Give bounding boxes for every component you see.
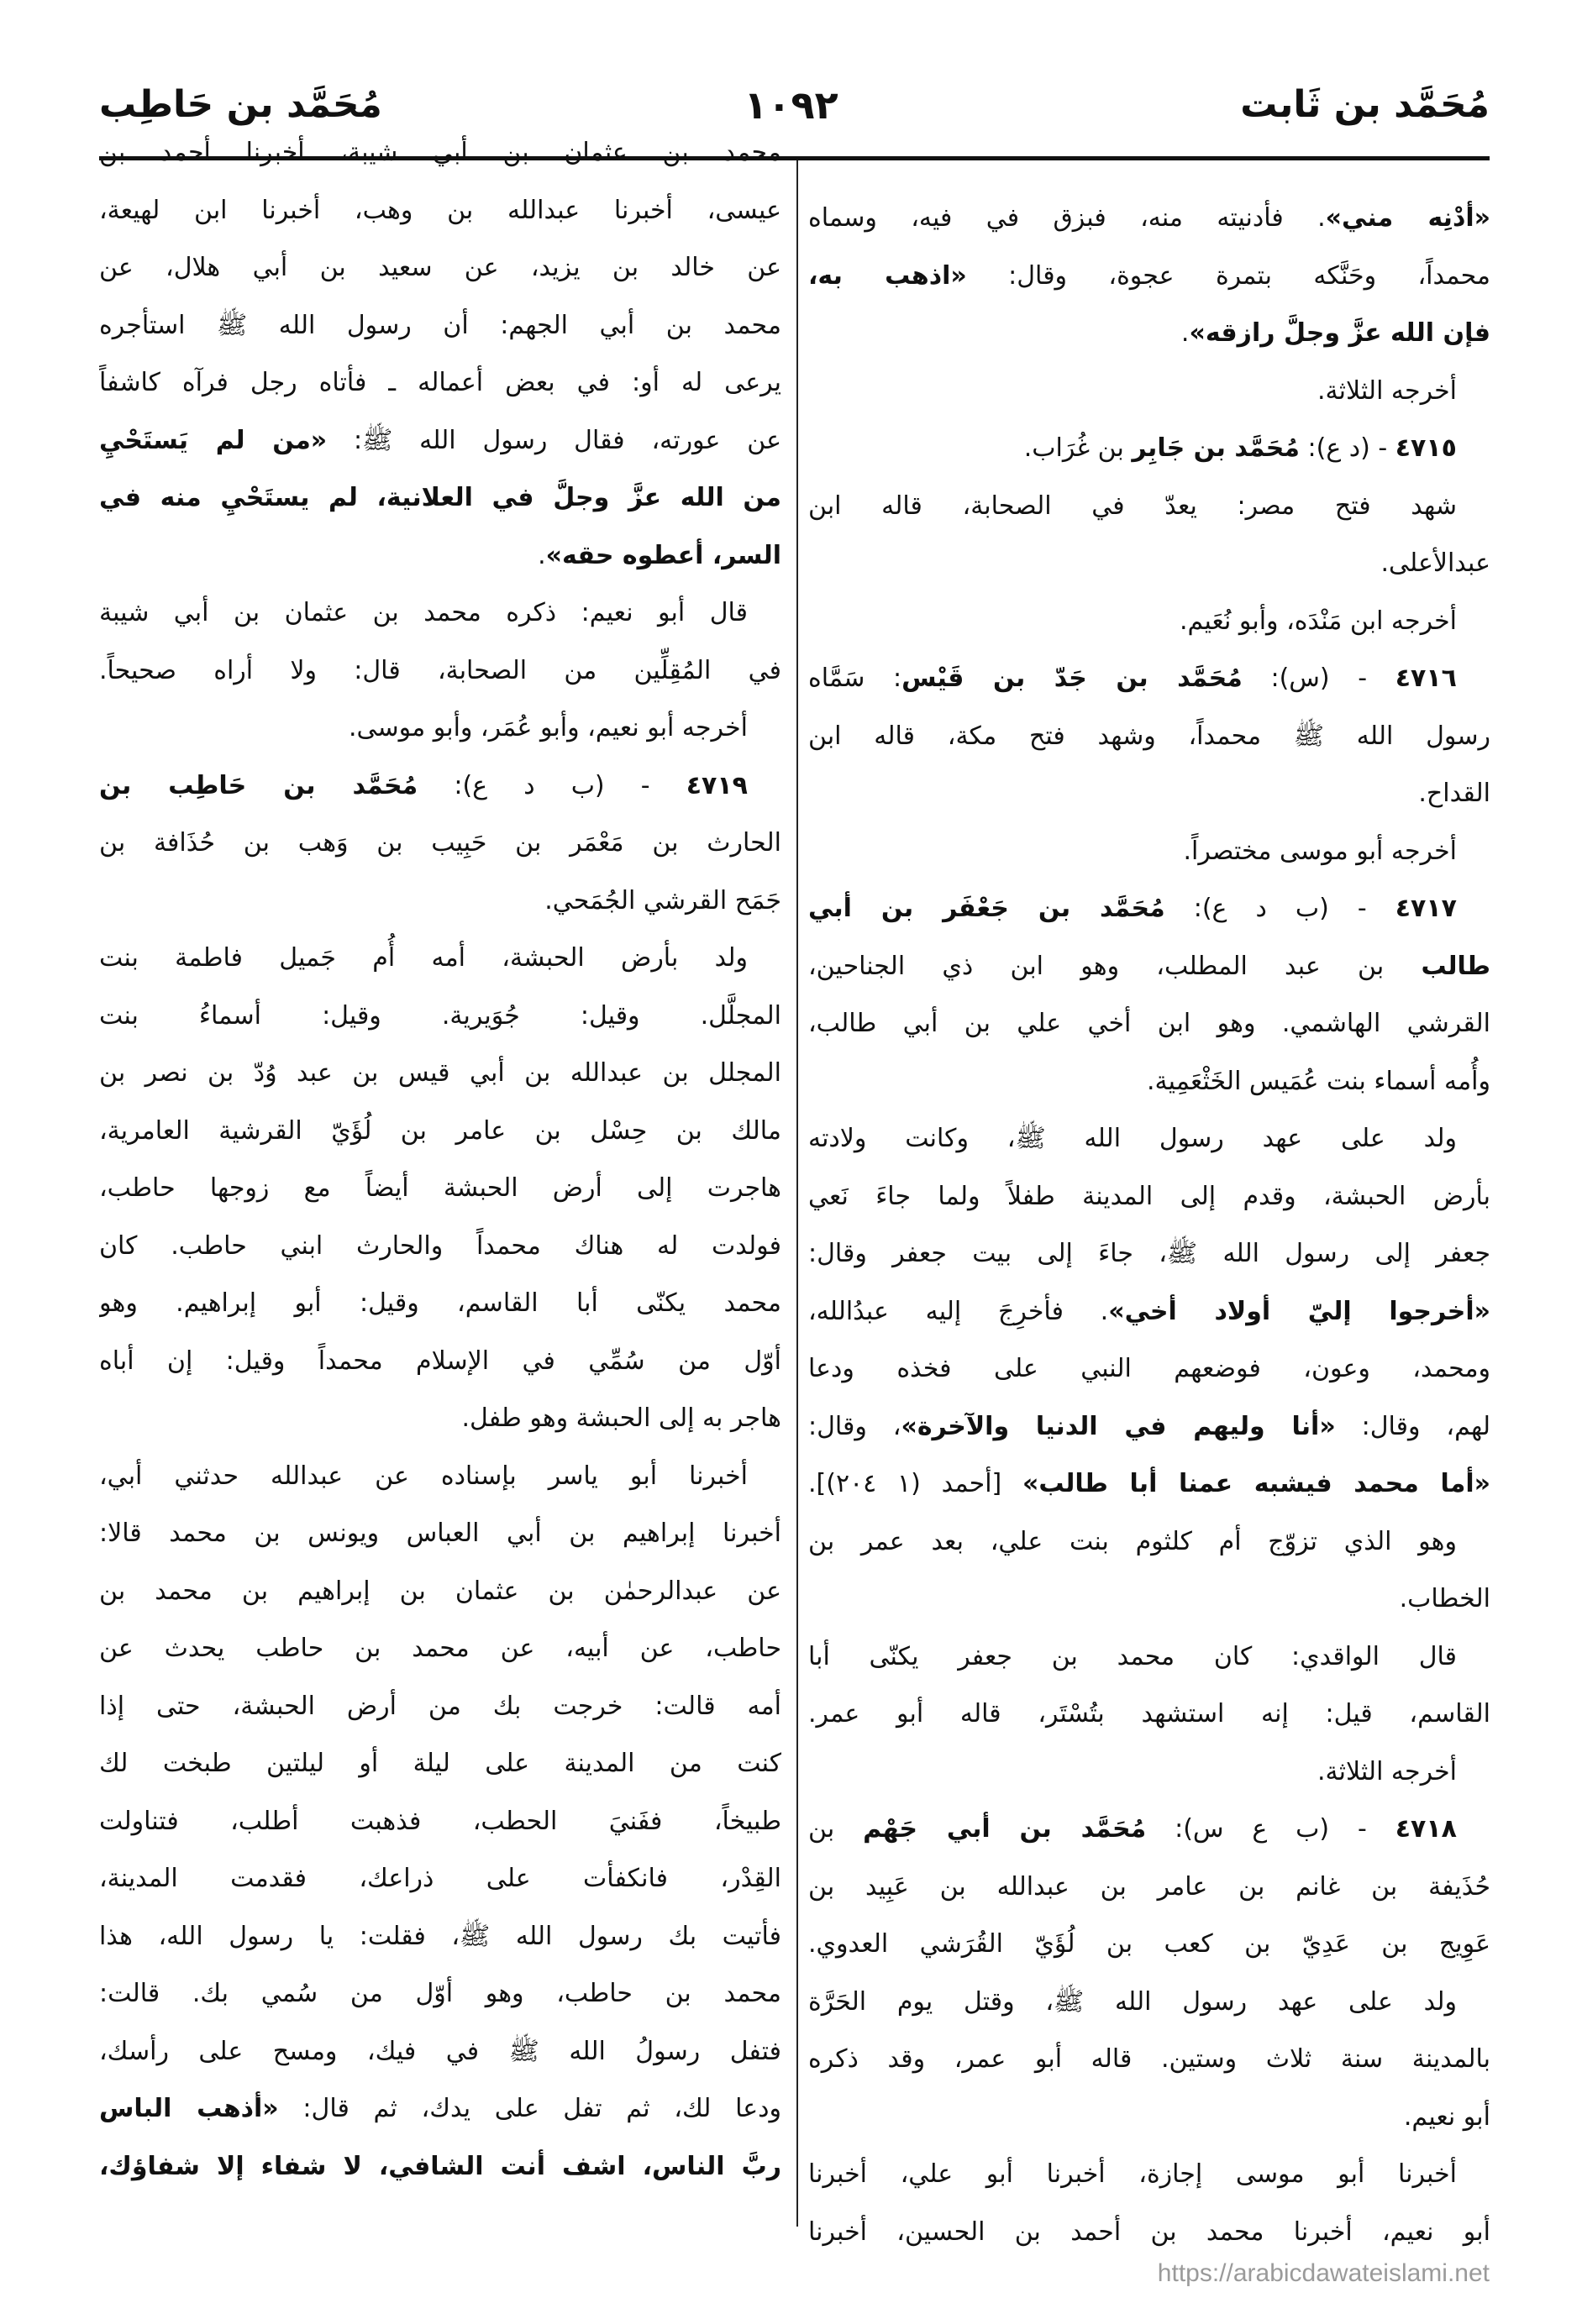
text-line [99,527,781,585]
text-line [99,1505,781,1563]
text-segment: هاجر به إلى الحبشة وهو طفل. [461,1403,781,1433]
text-line [99,1908,781,1966]
text-segment: محمداً، وحَنَّكه بتمرة عجوة، وقال: [966,260,1490,291]
text-segment: أخبرنا إبراهيم بن أبي العباس ويونس بن محمد قالا: [99,1519,781,1548]
text-line [99,1333,781,1391]
text-line [99,643,781,700]
text-segment: بن [808,1814,864,1844]
bold-text-segment: «أما محمد فيشبه عمنا أبا طالب» [1022,1469,1490,1498]
bold-text-segment: «أذهب الباس [99,2094,279,2123]
text-line [808,420,1490,478]
column-divider [796,160,798,2227]
bold-text-segment: «أنا وليهم في الدنيا والآخرة» [901,1411,1336,1441]
text-segment: محمد بن حاطب، وهو أوّل من سُمي بك. قالت: [99,1979,781,2008]
text-line [808,1168,1490,1226]
text-segment: فتفل رسولُ الله ﷺ في فيك، ومسح على رأسك، [99,2036,781,2066]
text-segment: الحارث بن مَعْمَر بن حَبِيب بن وَهب بن حُذَافة بن [99,828,781,858]
text-segment: أخرجه الثلاثة. [1317,1756,1457,1786]
text-line [99,1620,781,1678]
text-segment: أوّل من سُمِّي في الإسلام محمداً وقيل: إن أباه [99,1346,781,1376]
text-segment: محمد بن عثمان بن أبي شيبة، أخبرنا أحمد بن [99,138,781,167]
text-line [808,593,1490,651]
text-line [99,758,781,816]
text-line [99,470,781,527]
bold-text-segment: مُحَمَّد بن حَاطِب بن [99,770,418,800]
text-line [808,2031,1490,2089]
bold-text-segment: طالب [1421,951,1490,981]
text-segment: أخرجه الثلاثة. [1317,375,1457,406]
bold-text-segment: مُحَمَّد بن جَدّ بن قَيْس [901,664,1243,693]
text-segment: أخرجه أبو نعيم، وأبو عُمَر، وأبو موسى. [348,713,748,742]
text-line [808,1859,1490,1917]
text-line [808,1225,1490,1283]
bold-text-segment: «من لم يَستَحْيِ [99,425,328,455]
text-segment: أخرجه أبو موسى مختصراً. [1183,836,1457,866]
text-line [99,2138,781,2196]
text-segment: بالمدينة سنة ثلاث وستين. قاله أبو عمر، وقد ذكره [808,2044,1490,2074]
text-line [808,1686,1490,1744]
text-line [808,2089,1490,2147]
bold-text-segment: «اذهب به، [808,260,967,291]
text-segment: وأُمه أسماء بنت عُمَيس الخَثْعَمِية. [1147,1066,1490,1096]
bold-text-segment: ربَّ الناس، اشف أنت الشافي، لا شفاء إلا شفاؤك، [99,2151,781,2181]
text-segment: أخرجه ابن مَنْدَه، وأبو نُعَيم. [1179,606,1457,636]
text-line [99,1103,781,1161]
text-line [99,1448,781,1506]
text-line [808,1629,1490,1687]
text-segment: - (د ع): [1300,433,1395,463]
bold-text-segment: ٤٧١٥ [1395,433,1457,463]
bold-text-segment: مُحَمَّد بن جَعْفَر بن أبي [808,894,1165,923]
text-segment: ومحمد، وعون، فوضعهم النبي على فخذه ودعا [808,1354,1490,1383]
text-segment: . [1180,318,1190,348]
running-header-right: مُحَمَّد بن ثَابت [1240,83,1490,126]
text-line [99,1390,781,1448]
text-segment: فأتيت بك رسول الله ﷺ، فقلت: يا رسول الله، هذا [99,1921,781,1951]
text-line [99,2023,781,2081]
bold-text-segment: مُحَمَّد بن أبي جَهْم [863,1814,1147,1844]
bold-text-segment: السر، أعطوه حقه» [545,540,781,570]
text-line [99,585,781,643]
left-column [99,124,781,2195]
text-segment: - (ب د ع): [418,770,686,800]
text-segment: طبيخاً، ففَنيَ الحطب، فذهبت أطلب، فتناولت [99,1806,781,1836]
text-segment: . فأخرِجَ إليه عبدُالله، [808,1296,1109,1326]
text-line [808,190,1490,248]
text-segment: أبو نعيم. [1403,2101,1490,2132]
text-line [99,873,781,931]
text-segment: لهم، وقال: [1335,1411,1490,1441]
text-line [808,823,1490,881]
text-line [99,1045,781,1103]
source-watermark: https://arabicdawateislami.net [1157,2259,1490,2287]
text-line [99,1218,781,1276]
text-segment: القاسم، قيل: إنه استشهد بتُسْتَر، قاله أبو عمر. [808,1699,1490,1729]
text-line [99,1850,781,1908]
text-segment: - (ب د ع): [1164,894,1395,923]
bold-text-segment: مُحَمَّد بن جَابِر [1132,433,1300,463]
text-segment: أخبرنا أبو موسى إجازة، أخبرنا أبو علي، أخبرنا [808,2159,1457,2189]
text-segment: شهد فتح مصر: يعدّ في الصحابة، قاله ابن [808,491,1457,521]
text-line [808,2146,1490,2204]
text-segment: أمه قالت: خرجت بك من أرض الحبشة، حتى إذا [99,1691,781,1721]
text-segment: الخطاب. [1399,1584,1490,1613]
text-line [99,182,781,240]
text-segment: حاطب، عن أبيه، عن محمد بن حاطب يحدث عن [99,1634,781,1663]
text-line [808,305,1490,363]
text-segment: عن عبدالرحمٰن بن عثمان بن إبراهيم بن محمد بن [99,1576,781,1606]
text-line [99,124,781,182]
text-line [99,297,781,355]
text-segment: هاجرت إلى أرض الحبشة أيضاً مع زوجها حاطب، [99,1173,781,1203]
text-segment: عن عورته، فقال رسول الله ﷺ: [327,425,781,455]
bold-text-segment: ٤٧١٦ [1395,664,1457,693]
text-segment: [أحمد (١ ٢٠٤)]. [808,1469,1022,1498]
bold-text-segment: من الله عزَّ وجلَّ في العلانية، لم يستَحْيِ منه في [99,483,781,512]
text-segment: ، وقال: [808,1411,901,1441]
text-line [808,1340,1490,1398]
text-segment: قال أبو نعيم: ذكره محمد بن عثمان بن أبي شيبة [99,598,748,627]
text-line [808,938,1490,996]
text-line [99,1563,781,1621]
text-line [808,1110,1490,1168]
text-segment: جَمَح القرشي الجُمَحي. [544,885,781,915]
text-line [808,1571,1490,1629]
text-line [99,1735,781,1793]
text-segment: . [538,540,546,570]
text-segment: ولد على عهد رسول الله ﷺ، وقتل يوم الحَرَّة [808,1986,1457,2017]
text-line [808,2204,1490,2262]
text-segment: محمد يكنّى أبا القاسم، وقيل: أبو إبراهيم. وهو [99,1288,781,1318]
text-line [808,248,1490,306]
bold-text-segment: فإن الله عزَّ وجلَّ رازقه» [1189,318,1490,348]
text-line [99,239,781,297]
text-line [808,1916,1490,1974]
text-segment: بن عبد المطلب، وهو ابن ذي الجناحين، [808,951,1422,981]
text-segment: أبو نعيم، أخبرنا محمد بن أحمد بن الحسين، أخبرنا [808,2216,1490,2247]
text-line [99,2080,781,2138]
bold-text-segment: ٤٧١٨ [1395,1814,1457,1844]
text-segment: أخبرنا أبو ياسر بإسناده عن عبدالله حدثني أبي، [99,1461,748,1491]
text-line [808,880,1490,938]
text-segment: فولدت له هناك محمداً والحارث ابني حاطب. كان [99,1230,781,1261]
text-segment: مالك بن حِسْل بن عامر بن لُؤَيّ القرشية العامرية، [99,1115,781,1146]
text-line [99,412,781,470]
text-segment: القداح. [1418,779,1490,808]
text-line [808,363,1490,421]
text-line [808,1398,1490,1456]
text-segment: حُذَيفة بن غانم بن عامر بن عبدالله بن عَبِيد بن [808,1871,1490,1902]
running-header-left: مُحَمَّد بن حَاطِب [99,83,382,126]
text-line [808,1053,1490,1111]
text-line [808,650,1490,708]
text-line [99,1160,781,1218]
text-segment: . فأدنيته منه، فبزق في فيه، وسماه [808,203,1326,233]
text-segment: رسول الله ﷺ محمداً، وشهد فتح مكة، قاله ابن [808,721,1490,751]
text-line [99,700,781,758]
page-number: ١٠٩٢ [744,82,838,128]
text-segment: المجلل بن عبدالله بن أبي قيس بن عبد وُدّ بن نصر بن [99,1058,781,1088]
text-line [99,1678,781,1736]
text-segment: كنت من المدينة على ليلة أو ليلتين طبخت لك [99,1749,781,1778]
text-segment: القِدْر، فانكفأت على ذراعك، فقدمت المدينة، [99,1864,781,1893]
text-segment: بأرض الحبشة، وقدم إلى المدينة طفلاً ولما جاءَ نَعي [808,1181,1490,1211]
text-segment: محمد بن أبي الجهم: أن رسول الله ﷺ استأجره [99,310,781,340]
text-segment: قال الواقدي: كان محمد بن جعفر يكنّى أبا [808,1641,1457,1671]
text-line [99,1275,781,1333]
right-column [808,190,1490,2261]
text-line [808,1801,1490,1859]
text-line [99,988,781,1046]
text-segment: ودعا لك، ثم تفل على يدك، ثم قال: [278,2094,781,2123]
text-line [808,535,1490,593]
bold-text-segment: «أخرجوا إليّ أولاد أخي» [1108,1296,1490,1326]
text-segment: جعفر إلى رسول الله ﷺ، جاءَ إلى بيت جعفر وقال: [808,1239,1490,1268]
text-segment: وهو الذي تزوّج أم كلثوم بنت علي، بعد عمر بن [808,1526,1457,1556]
text-line [808,478,1490,536]
bold-text-segment: «أدْنِه مني» [1325,203,1490,233]
text-segment: ولد بأرض الحبشة، أمه أُم جَميل فاطمة بنت [99,943,748,973]
text-line [808,1513,1490,1571]
text-segment: عيسى، أخبرنا عبدالله بن وهب، أخبرنا ابن لهيعة، [99,195,781,225]
text-segment: - (ب ع س): [1146,1814,1395,1844]
text-line [99,1965,781,2023]
text-segment: المجلَّل. وقيل: جُوَيرية. وقيل: أسماءُ بنت [99,1000,781,1031]
text-line [808,995,1490,1053]
text-segment: : سَمَّاه [808,664,902,693]
text-line [808,1974,1490,2032]
text-line [808,708,1490,766]
text-line [99,930,781,988]
text-segment: - (س): [1242,664,1395,693]
bold-text-segment: ٤٧١٧ [1395,894,1457,923]
text-line [808,1456,1490,1513]
text-line [99,1793,781,1851]
text-segment: عن خالد بن يزيد، عن سعيد بن أبي هلال، عن [99,253,781,282]
text-line [99,815,781,873]
text-segment: بن غُرَاب. [1023,433,1133,463]
text-line [99,354,781,412]
text-segment: يرعى له أو: في بعض أعماله ـ فأتاه رجل فرآه كاشفاً [99,368,781,397]
text-segment: ولد على عهد رسول الله ﷺ، وكانت ولادته [808,1124,1457,1153]
text-segment: القرشي الهاشمي. وهو ابن أخي علي بن أبي طالب، [808,1009,1490,1038]
text-line [808,1744,1490,1802]
bold-text-segment: ٤٧١٩ [686,770,748,800]
text-segment: عبدالأعلى. [1380,548,1490,578]
text-segment: عَوِيج بن عَدِيّ بن كعب بن لُؤَيّ القُرَشي العدوي. [808,1929,1490,1959]
text-line [808,1283,1490,1341]
text-line [808,765,1490,823]
text-segment: في المُقِلِّين من الصحابة، قال: ولا أراه صحيحاً. [99,655,781,685]
